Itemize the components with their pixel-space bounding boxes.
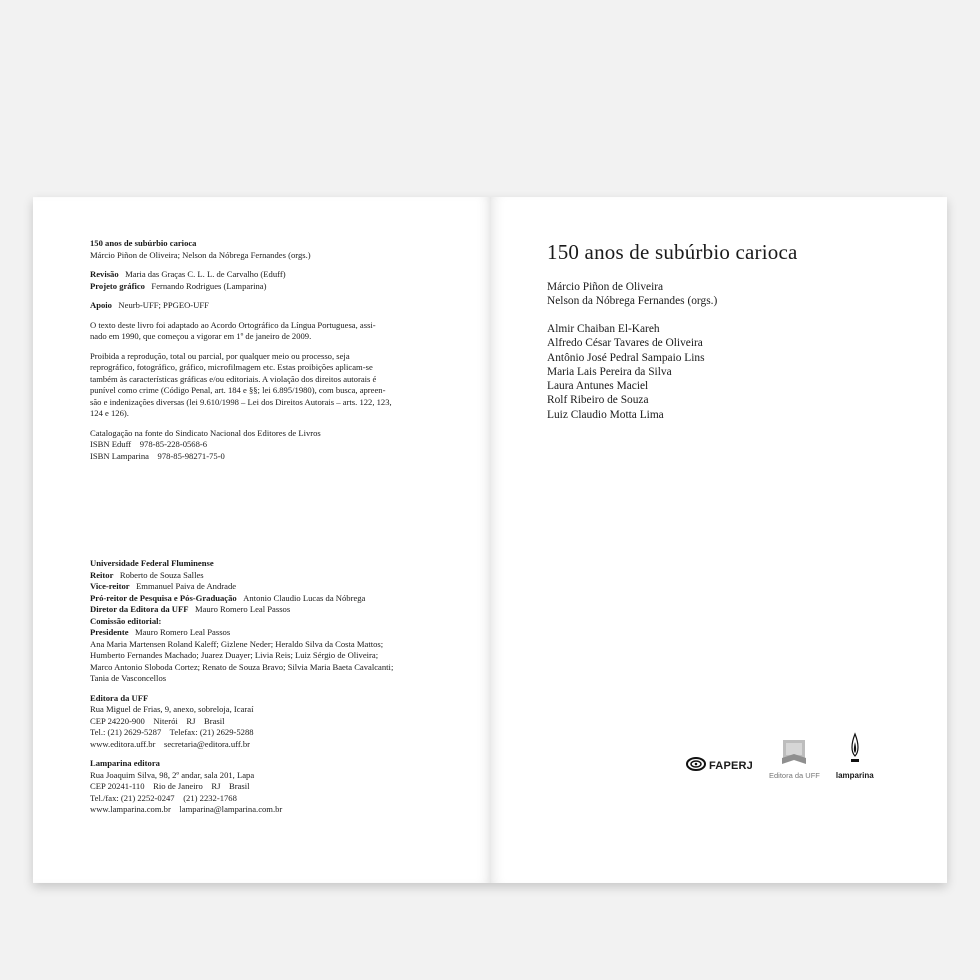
university-title: Universidade Federal Fluminense	[90, 558, 214, 568]
ortografia-line: nado em 1990, que começou a vigorar em 1º de janeiro de 2009.	[90, 331, 312, 341]
contributor: Maria Lais Pereira da Silva	[547, 365, 672, 378]
lamparina-title: Lamparina editora	[90, 758, 160, 768]
book-spread	[33, 197, 947, 883]
contributor: Rolf Ribeiro de Souza	[547, 394, 649, 407]
contributor: Antônio José Pedral Sampaio Lins	[547, 351, 705, 364]
faperj-swirl-icon	[685, 755, 707, 776]
contributor: Almir Chaiban El-Kareh	[547, 323, 660, 335]
imprint-header	[90, 238, 440, 462]
proibida-line: reprográfico, fotográfico, gráfico, microfilmagem etc. Estas proibições aplicam-se	[90, 362, 373, 372]
page-title: 150 anos de subúrbio carioca	[547, 240, 798, 264]
lamparina-line: www.lamparina.com.br lamparina@lamparina.com.br	[90, 804, 283, 814]
role-line: Reitor Roberto de Souza Salles	[90, 569, 204, 580]
contributor: Alfredo César Tavares de Oliveira	[547, 337, 703, 350]
proibida-line: Proibida a reprodução, total ou parcial, por qualquer meio ou processo, seja	[90, 350, 350, 361]
book-authors: Márcio Piñon de Oliveira; Nelson da Nóbrega Fernandes (orgs.)	[90, 249, 311, 260]
isbn-eduff: ISBN Eduff 978-85-228-0568-6	[90, 439, 208, 449]
organizer: Nelson da Nóbrega Fernandes (orgs.)	[547, 295, 718, 308]
flame-icon	[847, 732, 863, 771]
editora-uff-line: CEP 24220-900 Niterói RJ Brasil	[90, 715, 225, 726]
lamparina-label: lamparina	[835, 771, 874, 780]
lamparina-line: CEP 20241-110 Rio de Janeiro RJ Brasil	[90, 781, 250, 791]
editora-uff-line: Rua Miguel de Frias, 9, anexo, sobreloja, Icaraí	[90, 704, 254, 714]
university-block	[90, 558, 440, 816]
proibida-line: 124 e 126).	[90, 408, 129, 418]
proibida-line: também às características gráficas e/ou editoriais. A violação dos direitos autorais é	[90, 373, 377, 384]
contributor: Luiz Claudio Motta Lima	[547, 408, 664, 421]
left-page	[33, 197, 491, 883]
book-title: 150 anos de subúrbio carioca	[90, 238, 197, 248]
organizers	[547, 280, 717, 309]
apoio: Apoio Neurb-UFF; PPGEO-UFF	[90, 300, 209, 310]
credit-projeto: Projeto gráfico Fernando Rodrigues (Lamparina)	[90, 280, 267, 291]
presidente-line: Presidente Mauro Romero Leal Passos	[90, 627, 231, 637]
comissao-label: Comissão editorial:	[90, 615, 162, 626]
role-line: Diretor da Editora da UFF Mauro Romero Leal Passos	[90, 604, 291, 614]
editora-uff-line: www.editora.uff.br secretaria@editora.uff.br	[90, 738, 250, 749]
role-line: Pró-reitor de Pesquisa e Pós-Graduação Antonio Claudio Lucas da Nóbrega	[90, 592, 366, 603]
lamparina-logo	[836, 732, 874, 780]
proibida-line: punível como crime (Código Penal, art. 184 e §§; lei 6.895/1980), com busca, apreen-	[90, 385, 386, 395]
lamparina-line: Rua Joaquim Silva, 98, 2º andar, sala 201, Lapa	[90, 769, 255, 780]
publisher-logos	[685, 732, 874, 780]
editora-uff-title: Editora da UFF	[90, 692, 149, 703]
contributor: Laura Antunes Maciel	[547, 380, 649, 393]
ortografia-line: O texto deste livro foi adaptado ao Acordo Ortográfico da Língua Portuguesa, assi-	[90, 319, 376, 330]
catalogacao-line: Catalogação na fonte do Sindicato Nacional dos Editores de Livros	[90, 427, 321, 438]
members-line: Tania de Vasconcellos	[90, 673, 167, 683]
editora-uff-label: Editora da UFF	[769, 771, 820, 780]
editora-uff-line: Tel.: (21) 2629-5287 Telefax: (21) 2629-5288	[90, 727, 254, 737]
contributors-list	[547, 322, 705, 422]
editora-uff-logo	[769, 738, 820, 780]
credit-revisao: Revisão Maria das Graças C. L. L. de Carvalho (Eduff)	[90, 269, 286, 279]
organizer: Márcio Piñon de Oliveira	[547, 281, 664, 293]
lamparina-line: Tel./fax: (21) 2252-0247 (21) 2232-1768	[90, 792, 237, 803]
members-line: Marco Antonio Sloboda Cortez; Renato de Souza Bravo; Silvia Maria Baeta Cavalcanti;	[90, 661, 394, 672]
faperj-logo	[685, 755, 753, 780]
book-icon	[780, 738, 808, 771]
isbn-lamparina: ISBN Lamparina 978-85-98271-75-0	[90, 450, 225, 461]
proibida-line: são e indenizações diversas (lei 9.610/1998 – Lei dos Direitos Autorais – arts. 122, 123,	[90, 396, 392, 407]
role-line: Vice-reitor Emmanuel Paiva de Andrade	[90, 581, 237, 591]
faperj-label: FAPERJ	[709, 759, 753, 772]
right-page	[491, 197, 947, 883]
members-line: Ana Maria Martensen Roland Kaleff; Gizlene Neder; Heraldo Silva da Costa Mattos;	[90, 638, 384, 649]
members-line: Humberto Fernandes Machado; Juarez Duayer; Livia Reis; Luiz Sérgio de Oliveira;	[90, 650, 379, 660]
